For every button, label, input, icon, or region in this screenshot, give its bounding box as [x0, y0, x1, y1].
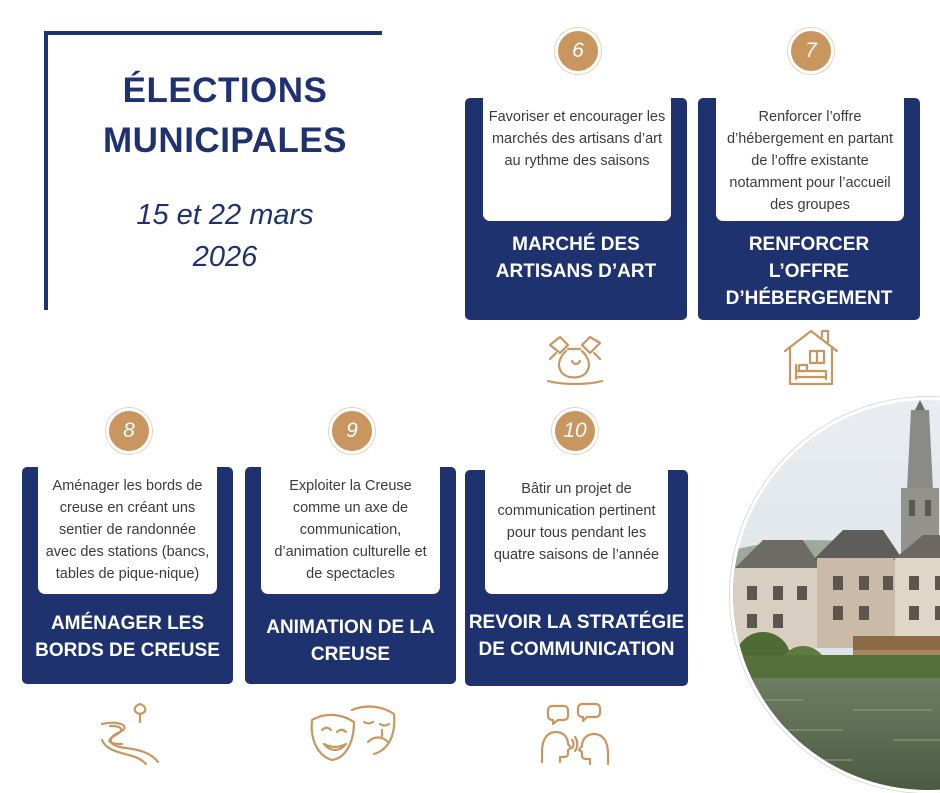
card-strategie-communication: [465, 470, 688, 686]
card-animation-creuse: [245, 467, 456, 684]
number-badge-8: 8: [106, 408, 152, 454]
card-description: Exploiter la Creuse comme un axe de communication, d’animation culturelle et de spectacles: [261, 467, 440, 594]
card-label-line-1: AMÉNAGER LES: [50, 613, 205, 634]
card-label-line-1: ANIMATION DE LA: [266, 617, 435, 638]
dates-line-2: 2026: [192, 241, 258, 273]
card-label-line-2: L’OFFRE: [768, 261, 850, 282]
pottery-hands-icon: [542, 325, 608, 389]
card-marche-artisans: [465, 98, 687, 320]
number-badge-9: 9: [329, 408, 375, 454]
theater-masks-icon: [308, 702, 398, 766]
title-line-2: MUNICIPALES: [102, 121, 348, 160]
card-bords-creuse: [22, 467, 233, 684]
card-label: [698, 231, 920, 312]
number-badge-7: 7: [788, 28, 834, 74]
town-riverside-photo: [730, 397, 940, 793]
card-label-line-3: D’HÉBERGEMENT: [725, 288, 893, 309]
card-description: Renforcer l’offre d’hébergement en partant de l’offre existante notamment pour l’accueil des groupes: [716, 98, 904, 221]
election-dates: [60, 194, 390, 278]
photo-illustration: [733, 400, 940, 790]
card-label-line-1: REVOIR LA STRATÉGIE: [468, 612, 685, 633]
card-label: [22, 610, 233, 664]
card-description: Favoriser et encourager les marchés des artisans d’art au rythme des saisons: [483, 98, 671, 221]
card-label: [245, 614, 456, 668]
frame-left-border: [44, 31, 48, 310]
frame-top-border: [44, 31, 382, 35]
card-label: [465, 231, 687, 285]
card-label-line-2: CREUSE: [310, 644, 391, 665]
card-label-line-2: DE COMMUNICATION: [478, 639, 675, 660]
card-label-line-2: BORDS DE CREUSE: [35, 640, 220, 661]
card-label-line-1: MARCHÉ DES: [512, 234, 640, 255]
card-description: Aménager les bords de creuse en créant uns sentier de randonnée avec des stations (bancs, tables de pique-nique): [38, 467, 217, 594]
title-line-1: ÉLECTIONS: [122, 71, 328, 110]
card-label: [465, 609, 688, 663]
house-bed-icon: [782, 327, 840, 387]
page-title: [60, 66, 390, 166]
number-badge-6: 6: [555, 28, 601, 74]
number-badge-10: 10: [552, 408, 598, 454]
card-label-line-1: RENFORCER: [748, 234, 870, 255]
speaking-heads-icon: [538, 702, 612, 768]
card-hebergement: [698, 98, 920, 320]
card-description: Bâtir un projet de communication pertinent pour tous pendant les quatre saisons de l’année: [485, 470, 668, 594]
dates-line-1: 15 et 22 mars: [136, 199, 314, 231]
card-label-line-2: ARTISANS D’ART: [495, 261, 657, 282]
river-path-icon: [98, 700, 162, 766]
